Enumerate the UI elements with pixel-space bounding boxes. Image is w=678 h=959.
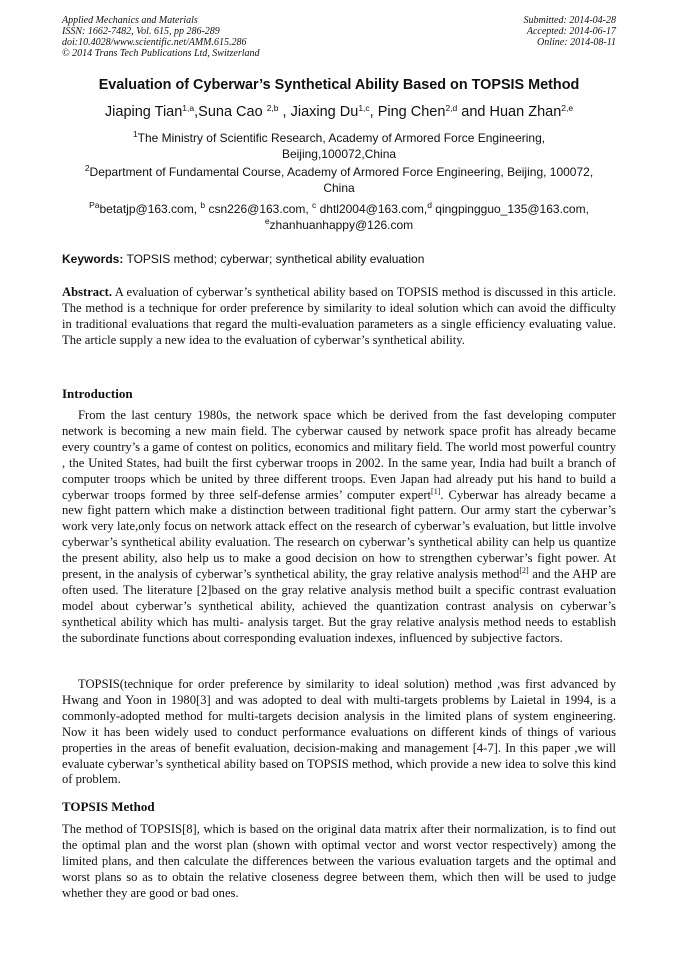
copyright-line: © 2014 Trans Tech Publications Ltd, Switzerland [62,48,260,59]
citation-ref[interactable]: [1] [431,486,441,496]
accepted-date: Accepted: 2014-06-17 [526,26,616,37]
keywords-label: Keywords: [62,252,124,266]
email-sup: Pa [89,200,100,210]
section-heading-topsis: TOPSIS Method [62,799,155,814]
dates-info [524,15,617,48]
affiliation-text-2: Beijing,100072,China [281,147,397,161]
email-sup: b [200,200,206,210]
author-sup: 1,a [182,103,195,113]
online-date: Online: 2014-08-11 [537,37,616,48]
citation-ref[interactable]: [2] [519,566,529,576]
author-emails [62,201,616,233]
email-link[interactable]: csn226@163.com, [205,202,313,216]
author-sup: 2,b [266,103,279,113]
author-sep: , [278,104,291,120]
affiliation-text: Department of Fundamental Course, Academy of Armored Force Engineering, Beijing, 100072, [89,165,594,179]
affiliation-1 [62,130,616,162]
email-sup: d [427,200,432,210]
author-name: Suna Cao [198,104,267,120]
keywords-text: TOPSIS method; cyberwar; synthetical ability evaluation [123,252,425,266]
email-sup: c [312,200,317,210]
submitted-date: Submitted: 2014-04-28 [523,15,616,26]
paper-title: Evaluation of Cyberwar’s Synthetical Ability Based on TOPSIS Method [98,77,580,93]
keywords [62,252,616,266]
author-name: Huan Zhan [489,104,562,120]
author-name: Jiaxing Du [290,104,359,120]
author-list [62,104,616,120]
abstract-text: A evaluation of cyberwar’s synthetical ability based on TOPSIS method is discussed in this article. The method is a technique for order preference by similarity to ideal solution which can avoid the difficulty in traditional evaluations that regard the multi-evaluation parameters as a single efficiency evaluating value. The article supply a new idea to the evaluation of cyberwar’s synthetical ability. [62,285,616,347]
author-sep: and [457,104,490,120]
paragraph-text: . Cyberwar has already became a new fight pattern which make a distinction between traditional fight pattern. Our army start the cyberwar’s work very late,only focus on network attack effect on the research of cyberwar’s evaluation, but little involve cyberwar’s synthetical ability evaluation. The research on cyberwar’s synthetical ability can help us quantize the present ability, also help us to make a good decision on how to strengthen cyberwar’s fight power. At present, in the analysis of cyberwar’s synthetical ability, the gray relative analysis method [62,487,616,582]
section-heading-introduction: Introduction [62,386,133,401]
abstract-label: Abstract. [62,285,113,299]
paragraph-text: and the AHP are often used. The literature [2]based on the gray relative analysis method built a specific contrast evaluation model about cyberwar’s synthetical ability, achieved the quantization contrast analysis on cyberwar’s synthetical ability which has multi- analysis target. But the gray relative analysis method needs to establish the subordinate functions about corresponding evaluation indexes, influenced by subjective factors. [62,567,616,645]
author-name: Ping Chen [377,104,446,120]
email-link[interactable]: betatjp@163.com, [99,202,201,216]
journal-info [62,15,260,59]
email-link[interactable]: qingpingguo_135@163.com, [431,202,589,216]
email-link[interactable]: zhanhuanhappy@126.com [269,218,414,232]
author-sep: , [369,104,378,120]
affiliation-sup: 1 [132,129,138,139]
affiliation-2 [62,164,616,196]
affiliation-sup: 2 [84,163,90,173]
abstract [62,285,616,349]
author-sup: 2,d [445,103,458,113]
affiliation-text-2: China [323,181,355,195]
paragraph-text: From the last century 1980s, the network space which be derived from the fast developing computer network is becoming a new main field. The cyberwar caused by network space profit has already became every country’s a game of contest on politics, economics and military field. The world most powerful country , the United States, had built the first cyberwar troops in 2002. In the same year, India had built a branch of computer troops which be united by three different troops. Even Japan had already put his hand to build a cyberwar troops formed by three self-defense armies’ computer expert [62,408,616,502]
author-sep: , [194,104,199,120]
intro-paragraph-2: TOPSIS(technique for order preference by similarity to ideal solution) method ,was first advanced by Hwang and Yoon in 1980[3] and was adopted to deal with multi-targets problems by Laietal in 1994, is a commonly-adopted method for multi-targets decision analysis in the limited plans of system engineering. Now it has been widely used to conduct performance evaluations on different kinds of things of various properties in the areas of benefit evaluation, decision-making and management [4-7]. In this paper ,we will evaluate cyberwar’s synthetical ability based on TOPSIS method, which provide a new idea to solve this kind of problem. [62,677,616,787]
intro-paragraph-1 [62,408,616,647]
author-name: Jiaping Tian [104,104,183,120]
doi-line: doi:10.4028/www.scientific.net/AMM.615.286 [62,37,247,48]
affiliation-text: The Ministry of Scientific Research, Academy of Armored Force Engineering, [137,131,546,145]
author-sup: 2,e [561,103,574,113]
topsis-paragraph-1: The method of TOPSIS[8], which is based on the original data matrix after their normalization, is to find out the optimal plan and the worst plan (shown with optimal vector and worst vector respectively) among the limited plans, and then calculate the differences between the various evaluation targets and the optimal and worst plans so as to obtain the relative closeness degree between them, which then will be used to judge whether they are good or bad ones. [62,822,616,900]
journal-name: Applied Mechanics and Materials [62,15,198,26]
email-sup: e [264,216,270,226]
email-link[interactable]: dhtl2004@163.com, [316,202,428,216]
issn-line: ISSN: 1662-7482, Vol. 615, pp 286-289 [62,26,220,37]
author-sup: 1,c [358,103,370,113]
